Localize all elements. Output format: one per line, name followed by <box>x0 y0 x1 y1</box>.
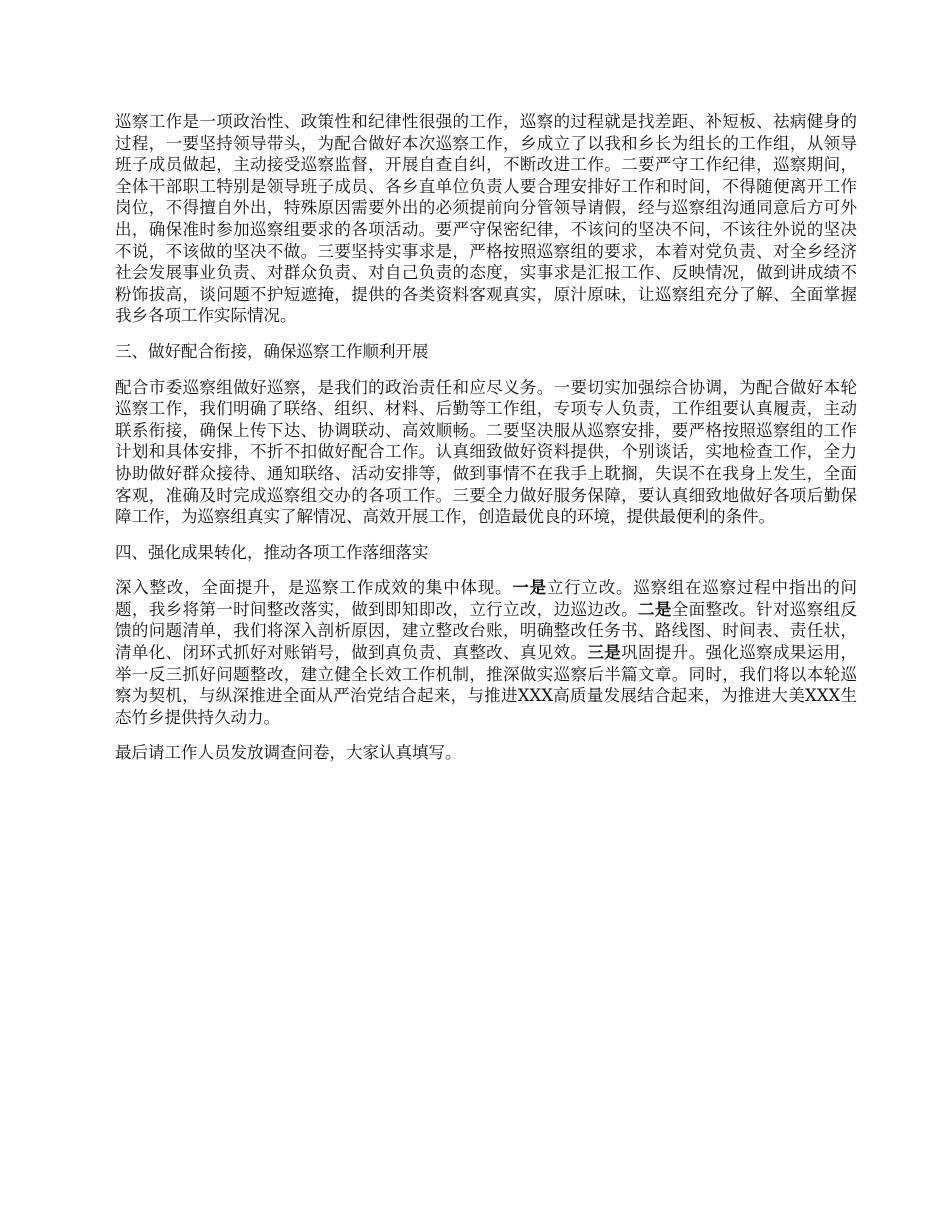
paragraph-4-point-2: 全面整改。针对巡察组反馈的问题清单，我们将深入剖析原因，建立整改台账，明确整改任务书、路线图、时间表、责任状，清单化、闭环式抓好对账销号，做到真负责、真整改、真见效。 <box>115 599 858 663</box>
section-heading-3: 三、做好配合衔接，确保巡察工作顺利开展 <box>115 341 429 361</box>
document-body <box>115 111 857 778</box>
paragraph-3: 配合市委巡察组做好巡察，是我们的政治责任和应尽义务。一要切实加强综合协调，为配合做好本轮巡察工作，我们明确了联络、组织、材料、后勤等工作组，专项专人负责，工作组要认真履责，主动联系衔接，确保上传下达、协调联动、高效顺畅。二要坚决服从巡察安排，要严格按照巡察组的工作计划和具体安排，不折不扣做好配合工作。认真细致做好资料提供，个别谈话，实地检查工作，全力协助做好群众接待、通知联络、活动安排等，做到事情不在我手上耽搁，失误不在我身上发生，全面客观，准确及时完成巡察组交办的各项工作。三要全力做好服务保障，要认真细致地做好各项后勤保障工作，为巡察组真实了解情况、高效开展工作，创造最优良的环境，提供最便利的条件。 <box>115 377 857 527</box>
paragraph-4 <box>115 577 857 728</box>
bold-marker-1: 一是 <box>512 578 547 598</box>
bold-marker-2: 二是 <box>638 599 672 619</box>
paragraph-4-point-1: 立行立改。巡察组在巡察过程中指出的问题，我乡将第一时间整改落实，做到即知即改，立行立改，边巡边改。 <box>115 578 858 619</box>
paragraph-4-point-3: 巩固提升。强化巡察成果运用，举一反三抓好问题整改，建立健全长效工作机制，推深做实巡察后半篇文章。同时，我们将以本轮巡察为契机，与纵深推进全面从严治党结合起来，与推进XXX高质量发展结合起来，为推进大美XXX生态竹乡提供持久动力。 <box>115 643 858 727</box>
paragraph-4-intro: 深入整改，全面提升，是巡察工作成效的集中体现。 <box>115 578 513 598</box>
section-heading-4: 四、强化成果转化，推动各项工作落细落实 <box>115 542 429 562</box>
paragraph-1: 巡察工作是一项政治性、政策性和纪律性很强的工作，巡察的过程就是找差距、补短板、祛病健身的过程，一要坚持领导带头，为配合做好本次巡察工作，乡成立了以我和乡长为组长的工作组，从领导班子成员做起，主动接受巡察监督，开展自查自纠，不断改进工作。二要严守工作纪律，巡察期间，全体干部职工特别是领导班子成员、各乡直单位负责人要合理安排好工作和时间，不得随便离开工作岗位，不得擅自外出，特殊原因需要外出的必须提前向分管领导请假，经与巡察组沟通同意后方可外出，确保准时参加巡察组要求的各项活动。要严守保密纪律，不该问的坚决不问，不该往外说的坚决不说，不该做的坚决不做。三要坚持实事求是，严格按照巡察组的要求，本着对党负责、对全乡经济社会发展事业负责、对群众负责、对自己负责的态度，实事求是汇报工作、反映情况，做到讲成绩不粉饰拔高，谈问题不护短遮掩，提供的各类资料客观真实，原汁原味，让巡察组充分了解、全面掌握我乡各项工作实际情况。 <box>115 112 857 326</box>
bold-marker-3: 三是 <box>587 643 622 663</box>
paragraph-5: 最后请工作人员发放调查问卷，大家认真填写。 <box>115 743 462 763</box>
